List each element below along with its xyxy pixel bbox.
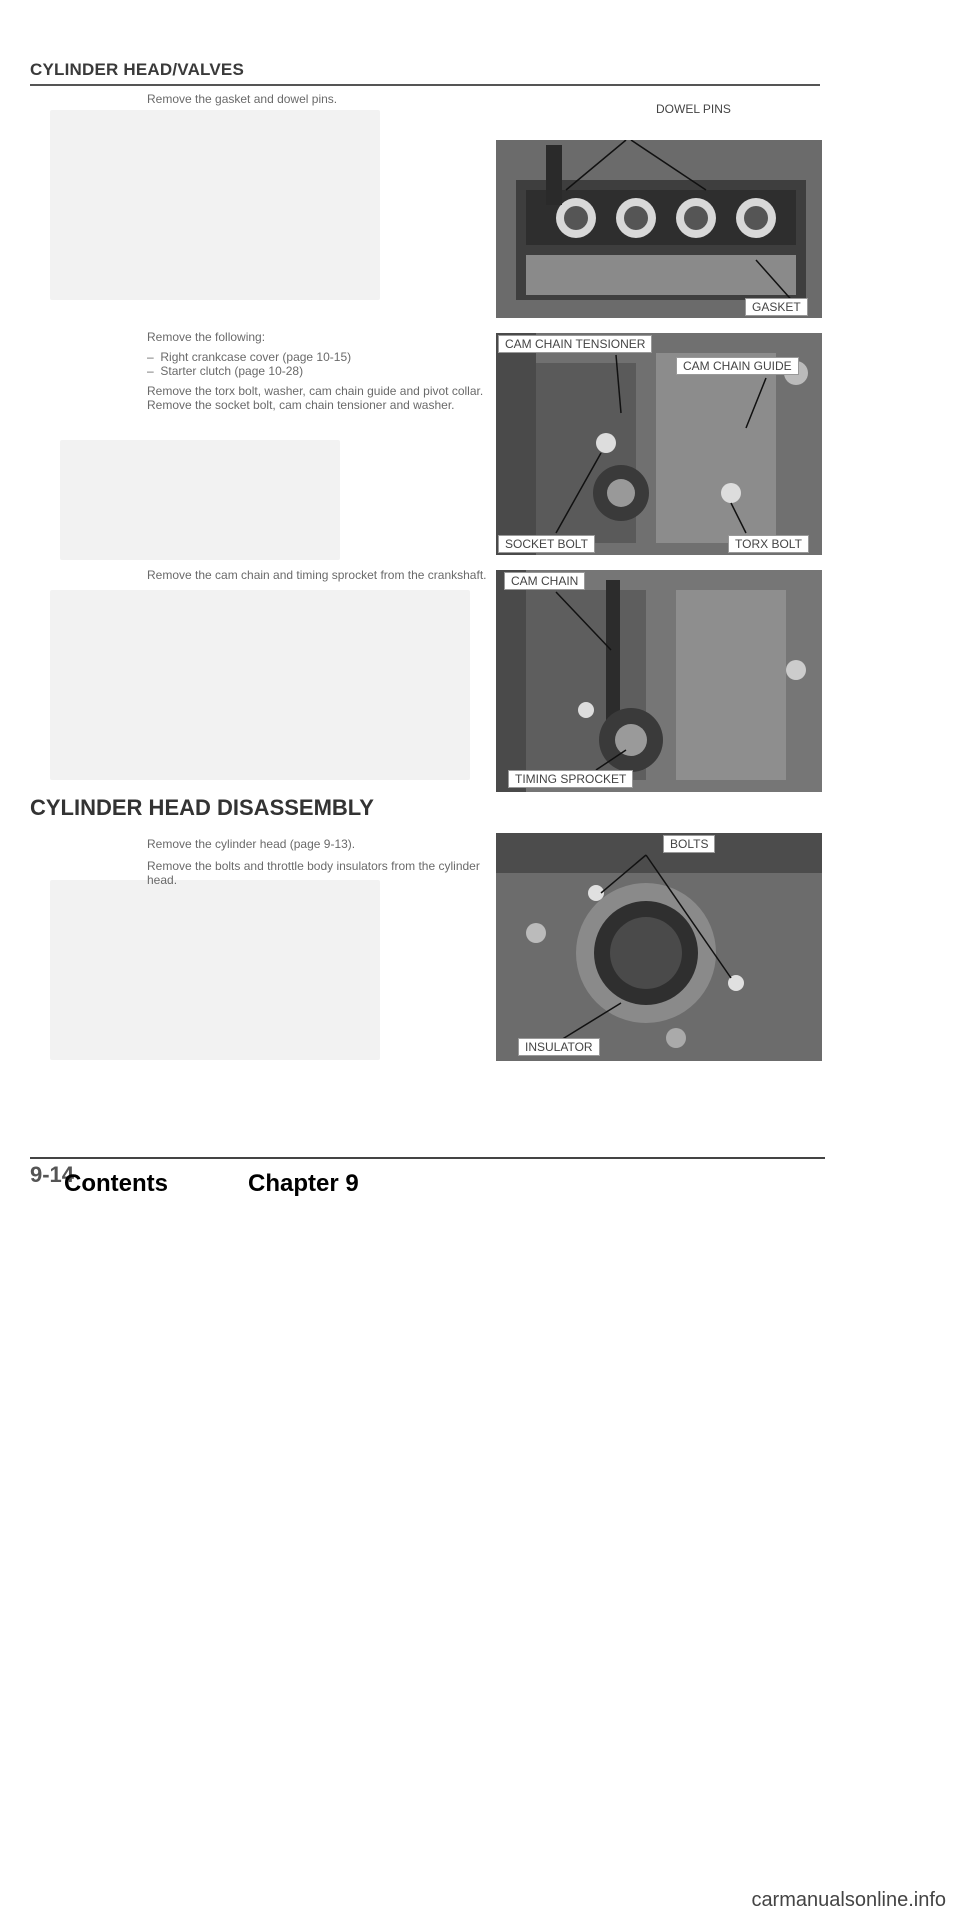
label-cam-chain-guide: CAM CHAIN GUIDE [676,357,799,375]
engine-head-image [496,140,822,318]
label-gasket: GASKET [745,298,808,316]
photo-cam-chain-sprocket [496,570,822,792]
label-timing-sprocket: TIMING SPROCKET [508,770,633,788]
step-cam-chain-text: Remove the cam chain and timing sprocket from the crankshaft. [147,568,487,582]
label-cam-chain: CAM CHAIN [504,572,585,590]
photo-bolts-insulator [496,833,822,1061]
cam-chain-image [496,570,822,792]
following-intro: Remove the following: [147,330,266,344]
ghost-block [60,440,340,560]
list-item [147,364,487,378]
step-gasket-text: Remove the gasket and dowel pins. [147,92,338,106]
label-bolts: BOLTS [663,835,715,853]
disassembly-step-1: Remove the cylinder head (page 9-13). [147,837,356,851]
contents-link[interactable]: Contents [64,1170,168,1197]
step-following-text [147,330,487,412]
header-rule [30,84,820,86]
disassembly-step-2: Remove the bolts and throttle body insulators from the cylinder head. [147,859,480,887]
label-socket-bolt: SOCKET BOLT [498,535,595,553]
list-item-text: Right crankcase cover (page 10-15) [160,350,352,364]
label-torx-bolt: TORX BOLT [728,535,809,553]
disassembly-heading: CYLINDER HEAD DISASSEMBLY [30,795,374,820]
bullet-mark: – [147,364,154,378]
ghost-block [50,590,470,780]
list-item [147,350,487,364]
ghost-block [50,110,380,300]
insulator-image [496,833,822,1061]
disassembly-steps [147,837,487,887]
step-socket-text: Remove the socket bolt, cam chain tensioner and washer. [147,398,455,412]
footer-rule [30,1157,825,1159]
label-dowel-pins: DOWEL PINS [656,102,731,116]
ghost-block [50,880,380,1060]
bullet-mark: – [147,350,154,364]
watermark-text: carmanualsonline.info [751,1889,946,1911]
list-item-text: Starter clutch (page 10-28) [160,364,304,378]
step-torx-text: Remove the torx bolt, washer, cam chain guide and pivot collar. [147,384,484,398]
section-title: CYLINDER HEAD/VALVES [30,60,245,79]
page-number: 9-14 [30,1162,75,1187]
label-insulator: INSULATOR [518,1038,600,1056]
photo-dowel-pins-gasket [496,140,822,318]
chapter-link[interactable]: Chapter 9 [248,1170,359,1197]
label-cam-chain-tensioner: CAM CHAIN TENSIONER [498,335,652,353]
